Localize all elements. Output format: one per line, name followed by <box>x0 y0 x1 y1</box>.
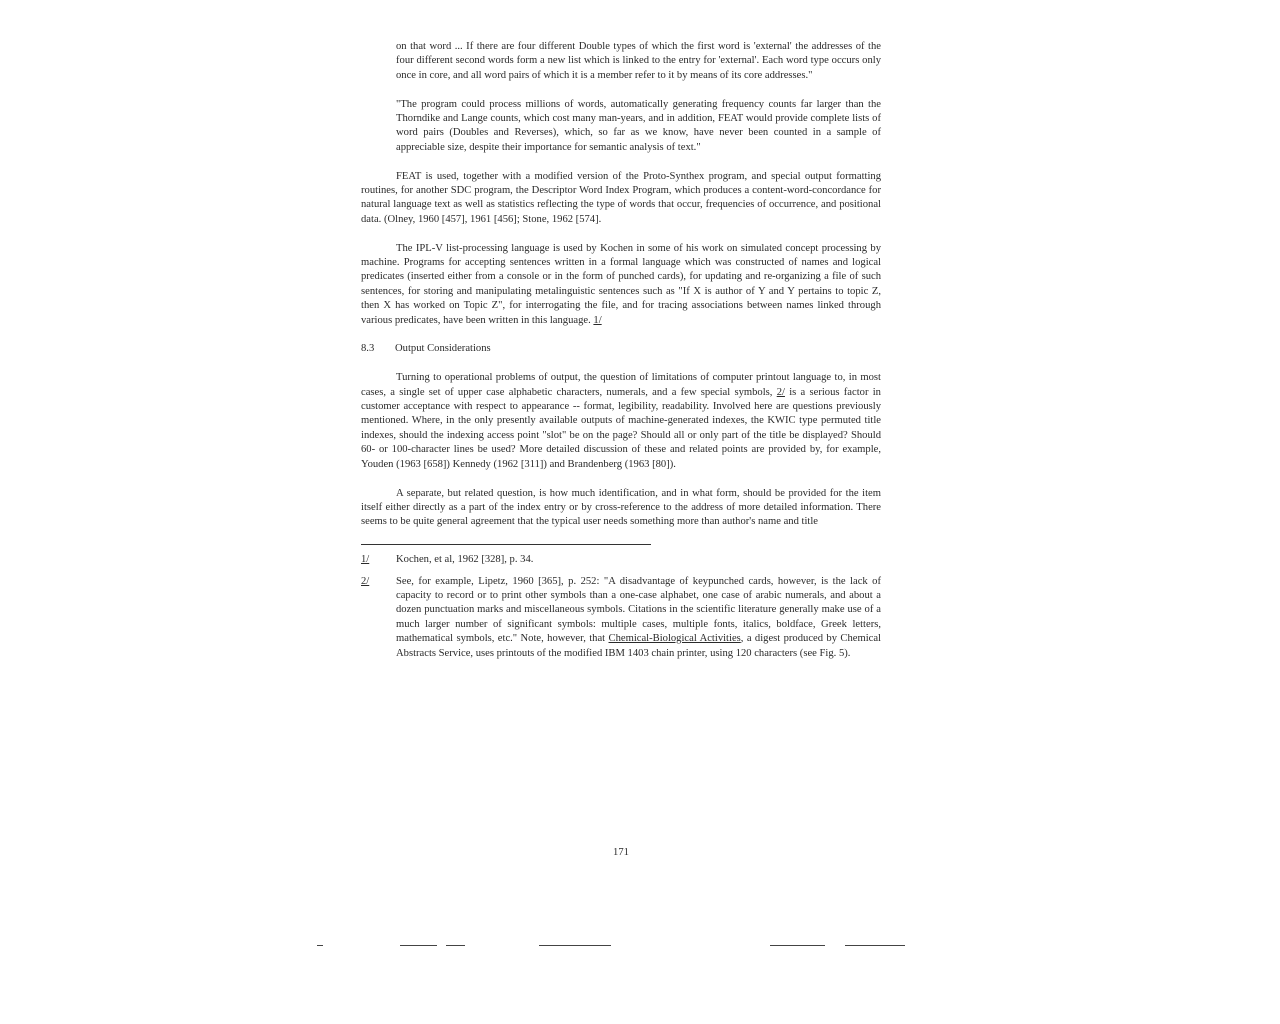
quote-paragraph: "The program could process millions of words, automatically generating frequency counts far larger than the Thorndike and Lange counts, which cost many man-years, and in addition, FEAT would provide complete lists of word pairs (Doubles and Reverses), which, so far as we know, have never been counted in a sample of appreciable size, despite their importance for semantic analysis of text." <box>396 98 881 153</box>
scan-mark <box>845 945 905 946</box>
footnote-1-text: Kochen, et al, 1962 [328], p. 34. <box>396 554 534 566</box>
scan-mark <box>317 945 323 946</box>
footnote-1 <box>361 553 881 567</box>
scan-mark <box>539 945 611 946</box>
scan-mark <box>770 945 825 946</box>
paragraph-output-b: is a serious factor in customer acceptance with respect to appearance -- format, legibility, readability. Involved here are questions previously mentioned. Where, in the only presently available outputs of machine-generated indexes, the KWIC type permuted title indexes, should the indexing access point "slot" be on the page? Should all or only part of the title be displayed? Should 60- or 100-character lines be used? More detailed discussion of these and related points are provided by, for example, Youden (1963 [658]) Kennedy (1962 [311]) and Brandenberg (1963 [80]). <box>361 386 881 470</box>
document-page <box>361 40 881 858</box>
footnote-2-text <box>396 575 881 661</box>
scan-mark <box>446 945 465 946</box>
footnote-divider <box>361 544 651 545</box>
paragraph-iplv <box>361 242 881 328</box>
scan-mark <box>400 945 437 946</box>
section-heading <box>361 342 881 356</box>
footnote-2-text-a: See, for example, Lipetz, 1960 [365], p. 252: "A disadvantage of keypunched cards, however, is the lack of capacity to record or to print other symbols than a one-case alphabet, one case of arabic numerals, and about a dozen punctuation marks and miscellaneous symbols. Citations in the scientific literature generally make use of a much larger number of significant symbols: multiple cases, multiple fonts, italics, boldface, Greek letters, mathematical symbols, etc." Note, however, that <box>396 575 881 645</box>
footnote-2-mark: 2/ <box>361 575 370 587</box>
quote-continuation: on that word ... If there are four different Double types of which the first word is 'external' the addresses of the four different second words form a new list which is linked to the entry for 'external'. Each word type occurs only once in core, and all word pairs of which it is a member refer to it by means of its core addresses." <box>396 41 881 81</box>
section-number: 8.3 <box>361 343 375 355</box>
paragraph-feat: FEAT is used, together with a modified version of the Proto-Synthex program, and special output formatting routines, for another SDC program, the Descriptor Word Index Program, which produces a content-word-concordance for natural language text as well as statistics reflecting the type of words that occur, frequencies of occurrence, and positional data. (Olney, 1960 [457], 1961 [456]; Stone, 1962 [574]. <box>361 170 881 225</box>
footnote-ref-2: 2/ <box>776 386 785 398</box>
section-title: Output Considerations <box>395 343 491 355</box>
footnote-1-mark: 1/ <box>361 554 370 566</box>
footnote-ref-1: 1/ <box>593 314 602 326</box>
footnote-2-text-b: , a digest produced by Chemical Abstracts Service, uses printouts of the modified IBM 1403 chain printer, using 120 characters (see Fig. 5). <box>396 633 881 659</box>
paragraph-iplv-text: The IPL-V list-processing language is used by Kochen in some of his work on simulated concept processing by machine. Programs for accepting sentences written in a formal language which was constructed of names and logical predicates (inserted either from a console or in the form of punched cards), for updating and re-organizing a file of such sentences, for storing and manipulating metalinguistic sentences such as "If X is author of Y and Y pertains to topic Z, then X has worked on Topic Z", for interrogating the file, and for tracing associations between names linked through various predicates, have been written in this language. <box>361 242 881 326</box>
paragraph-output <box>361 371 881 472</box>
paragraph-output-a: Turning to operational problems of output, the question of limitations of computer printout language to, in most cases, a single set of upper case alphabetic characters, numerals, and a few special symbols, <box>361 372 881 398</box>
footnote-2-title: Chemical-Biological Activities <box>608 633 741 645</box>
paragraph-separate: A separate, but related question, is how much identification, and in what form, should be provided for the item itself either directly as a part of the index entry or by cross-reference to the address of more detailed information. There seems to be quite general agreement that the typical user needs something more than author's name and title <box>361 487 881 528</box>
page-number: 171 <box>613 847 629 858</box>
footnote-2 <box>361 575 881 661</box>
